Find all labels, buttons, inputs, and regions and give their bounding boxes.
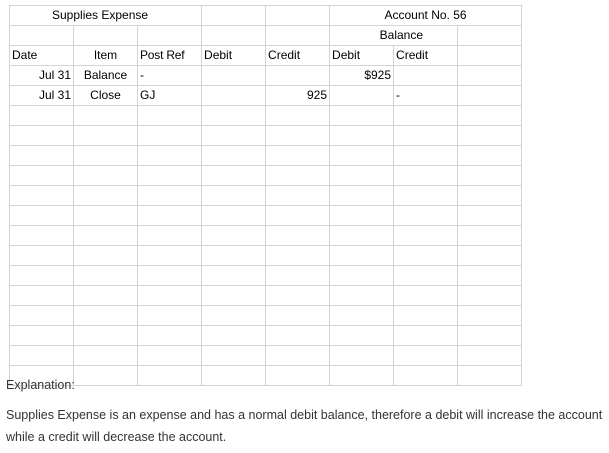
blank-cell <box>458 46 522 66</box>
blank-cell <box>266 206 330 226</box>
blank-cell <box>10 266 74 286</box>
blank-cell <box>330 226 394 246</box>
blank-cell <box>266 346 330 366</box>
blank-cell <box>458 206 522 226</box>
blank-cell <box>394 286 458 306</box>
blank-cell <box>394 146 458 166</box>
header-item: Item <box>74 46 138 66</box>
blank-cell <box>458 106 522 126</box>
blank-cell <box>74 186 138 206</box>
explanation-heading: Explanation: <box>6 378 75 392</box>
entry-post-ref: - <box>138 66 202 86</box>
blank-cell <box>10 206 74 226</box>
empty-row <box>10 146 522 166</box>
blank-cell <box>266 166 330 186</box>
blank-cell <box>74 226 138 246</box>
account-name: Supplies Expense <box>10 6 202 26</box>
blank-cell <box>74 146 138 166</box>
blank-cell <box>138 286 202 306</box>
empty-row <box>10 206 522 226</box>
blank-cell <box>202 6 266 26</box>
blank-cell <box>330 206 394 226</box>
entry-credit: 925 <box>266 86 330 106</box>
blank-cell <box>202 326 266 346</box>
blank-cell <box>74 306 138 326</box>
blank-cell <box>74 286 138 306</box>
blank-cell <box>202 346 266 366</box>
entry-balance-credit <box>394 66 458 86</box>
blank-cell <box>458 126 522 146</box>
header-balance-debit: Debit <box>330 46 394 66</box>
blank-cell <box>202 166 266 186</box>
blank-cell <box>394 346 458 366</box>
blank-cell <box>394 106 458 126</box>
blank-cell <box>394 246 458 266</box>
blank-cell <box>330 146 394 166</box>
blank-cell <box>202 146 266 166</box>
blank-cell <box>266 106 330 126</box>
blank-cell <box>202 26 266 46</box>
blank-cell <box>394 126 458 146</box>
empty-row <box>10 226 522 246</box>
blank-cell <box>10 126 74 146</box>
blank-cell <box>266 126 330 146</box>
blank-cell <box>138 126 202 146</box>
ledger-row <box>10 86 522 106</box>
blank-cell <box>330 266 394 286</box>
blank-cell <box>458 226 522 246</box>
blank-cell <box>458 266 522 286</box>
entry-item: Close <box>74 86 138 106</box>
blank-cell <box>394 266 458 286</box>
blank-cell <box>458 326 522 346</box>
empty-row <box>10 246 522 266</box>
blank-cell <box>266 266 330 286</box>
blank-cell <box>74 266 138 286</box>
blank-cell <box>138 146 202 166</box>
blank-cell <box>266 286 330 306</box>
entry-debit <box>202 66 266 86</box>
blank-cell <box>74 26 138 46</box>
empty-row <box>10 186 522 206</box>
blank-cell <box>458 146 522 166</box>
empty-row <box>10 266 522 286</box>
blank-cell <box>138 26 202 46</box>
blank-cell <box>458 306 522 326</box>
entry-credit <box>266 66 330 86</box>
blank-cell <box>330 286 394 306</box>
blank-cell <box>138 186 202 206</box>
blank-cell <box>10 186 74 206</box>
blank-cell <box>138 266 202 286</box>
ledger-row <box>10 66 522 86</box>
blank-cell <box>138 306 202 326</box>
entry-debit <box>202 86 266 106</box>
blank-cell <box>266 226 330 246</box>
blank-cell <box>330 306 394 326</box>
balance-row <box>10 26 522 46</box>
empty-row <box>10 326 522 346</box>
blank-cell <box>138 346 202 366</box>
blank-cell <box>458 286 522 306</box>
blank-cell <box>10 306 74 326</box>
blank-cell <box>394 206 458 226</box>
ledger-body <box>10 6 522 386</box>
blank-cell <box>266 26 330 46</box>
blank-cell <box>394 226 458 246</box>
blank-cell <box>74 206 138 226</box>
blank-cell <box>10 246 74 266</box>
blank-cell <box>202 266 266 286</box>
blank-cell <box>10 146 74 166</box>
blank-cell <box>394 326 458 346</box>
blank-cell <box>394 186 458 206</box>
blank-cell <box>458 346 522 366</box>
blank-cell <box>10 106 74 126</box>
blank-cell <box>330 166 394 186</box>
blank-cell <box>330 326 394 346</box>
blank-cell <box>10 286 74 306</box>
empty-row <box>10 166 522 186</box>
blank-cell <box>138 166 202 186</box>
empty-row <box>10 346 522 366</box>
explanation <box>6 376 606 448</box>
empty-row <box>10 306 522 326</box>
blank-cell <box>458 66 522 86</box>
blank-cell <box>266 6 330 26</box>
balance-label: Balance <box>330 26 458 46</box>
blank-cell <box>458 166 522 186</box>
entry-date: Jul 31 <box>10 66 74 86</box>
blank-cell <box>10 26 74 46</box>
blank-cell <box>74 246 138 266</box>
entry-post-ref: GJ <box>138 86 202 106</box>
blank-cell <box>330 186 394 206</box>
title-row <box>10 6 522 26</box>
blank-cell <box>138 226 202 246</box>
header-row <box>10 46 522 66</box>
entry-balance-debit <box>330 86 394 106</box>
blank-cell <box>74 166 138 186</box>
blank-cell <box>74 346 138 366</box>
account-number: Account No. 56 <box>330 6 522 26</box>
blank-cell <box>266 246 330 266</box>
header-debit: Debit <box>202 46 266 66</box>
blank-cell <box>10 346 74 366</box>
entry-item: Balance <box>74 66 138 86</box>
blank-cell <box>10 166 74 186</box>
ledger-table <box>9 5 522 386</box>
blank-cell <box>458 246 522 266</box>
blank-cell <box>266 326 330 346</box>
blank-cell <box>202 206 266 226</box>
blank-cell <box>394 166 458 186</box>
blank-cell <box>330 126 394 146</box>
blank-cell <box>330 106 394 126</box>
empty-row <box>10 106 522 126</box>
empty-row <box>10 126 522 146</box>
header-post-ref: Post Ref <box>138 46 202 66</box>
blank-cell <box>138 206 202 226</box>
blank-cell <box>330 346 394 366</box>
blank-cell <box>202 246 266 266</box>
blank-cell <box>202 226 266 246</box>
blank-cell <box>202 286 266 306</box>
blank-cell <box>74 126 138 146</box>
blank-cell <box>394 306 458 326</box>
blank-cell <box>458 86 522 106</box>
blank-cell <box>10 326 74 346</box>
blank-cell <box>266 146 330 166</box>
blank-cell <box>74 106 138 126</box>
entry-balance-credit: - <box>394 86 458 106</box>
blank-cell <box>74 326 138 346</box>
blank-cell <box>202 106 266 126</box>
blank-cell <box>138 246 202 266</box>
blank-cell <box>202 186 266 206</box>
blank-cell <box>202 126 266 146</box>
blank-cell <box>458 26 522 46</box>
entry-balance-debit: $925 <box>330 66 394 86</box>
blank-cell <box>202 306 266 326</box>
blank-cell <box>458 186 522 206</box>
blank-cell <box>10 226 74 246</box>
blank-cell <box>266 186 330 206</box>
blank-cell <box>138 326 202 346</box>
explanation-text: Supplies Expense is an expense and has a normal debit balance, therefore a debit will increase the account while a credit will decrease the account. <box>6 408 603 444</box>
header-balance-credit: Credit <box>394 46 458 66</box>
blank-cell <box>138 106 202 126</box>
blank-cell <box>266 306 330 326</box>
empty-row <box>10 286 522 306</box>
header-credit: Credit <box>266 46 330 66</box>
blank-cell <box>330 246 394 266</box>
header-date: Date <box>10 46 74 66</box>
entry-date: Jul 31 <box>10 86 74 106</box>
